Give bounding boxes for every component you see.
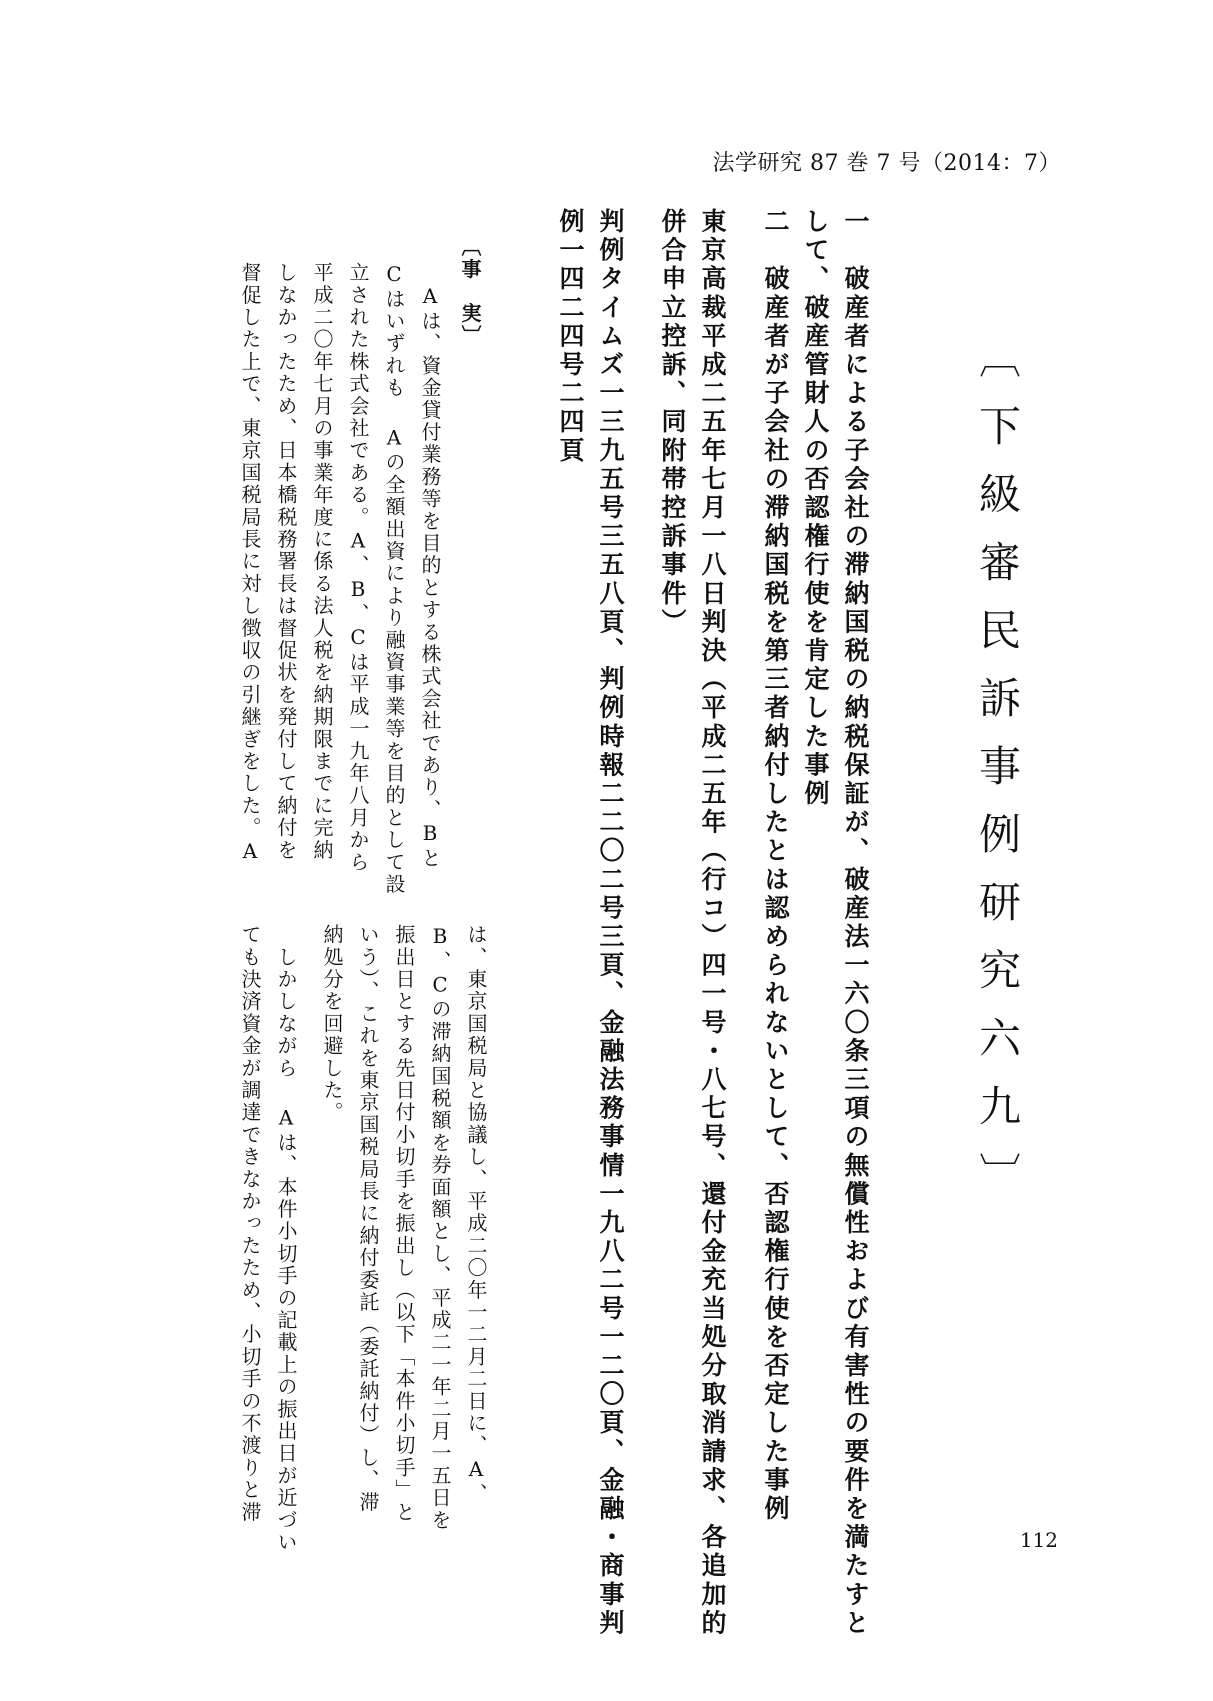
facts-lower-line-2: B、Cの滞納国税額を券面額とし、平成二一年二月一五日を [428,924,452,1532]
case-line-4: 例一四二四号二四頁 [556,208,585,466]
facts-upper-line-4: 平成二〇年七月の事業年度に係る法人税を納期限までに完納 [310,262,334,862]
case-line-3: 判例タイムズ一三九五号三五八頁、判例時報二二〇二号三頁、金融法務事情一九八二号一二〇頁、金融・商事判 [596,208,625,1638]
case-line-2: 併合申立控訴、同附帯控訴事件） [658,208,687,637]
facts-lower-line-7: ても決済資金が調達できなかったため、小切手の不渡りと滞 [238,924,262,1524]
facts-upper-line-3: 立された株式会社である。A、B、Cは平成一九年八月から [346,262,370,874]
facts-lower-line-3: 振出日とする先日付小切手を振出し（以下「本件小切手」と [392,924,416,1524]
facts-lower-line-4: いう）、これを東京国税局長に納付委託（委託納付）し、滞 [356,924,380,1514]
page-number: 112 [1019,1528,1058,1552]
article-title: 〔下級審民訴事例研究六九〕 [973,336,1022,1220]
facts-upper-line-6: 督促した上で、東京国税局長に対し徴収の引継ぎをした。A [238,262,262,866]
facts-upper-line-1: Aは、資金貸付業務等を目的とする株式会社であり、Bと [418,262,442,870]
facts-upper-line-5: しなかったため、日本橋税務署長は督促状を発付して納付を [274,262,298,862]
facts-heading: 〔事 実〕 [458,236,482,347]
holding-line-2: して、破産管財人の否認権行使を肯定した事例 [801,208,830,809]
holding-line-1: 一 破産者による子会社の滞納国税の納税保証が、破産法一六〇条三項の無償性および有害性の要件を満たすと [841,208,870,1638]
case-line-1: 東京高裁平成二五年七月一八日判決（平成二五年（行コ）四一号・八七号、還付金充当処分取消請求、各追加的 [698,208,727,1638]
facts-lower-line-6: しかしながら Aは、本件小切手の記載上の振出日が近づい [274,924,298,1554]
facts-upper-line-2: Cはいずれも Aの全額出資により融資事業等を目的として設 [382,262,406,896]
facts-lower-line-5: 納処分を回避した。 [320,924,344,1124]
journal-header: 法学研究 87 巻 7 号（2014：7） [712,151,1061,176]
holding-line-3: 二 破産者が子会社の滞納国税を第三者納付したとは認められないとして、否認権行使を否定した事例 [761,208,790,1524]
facts-lower-line-1: は、東京国税局と協議し、平成二〇年一二月二日に、A、 [464,924,488,1506]
